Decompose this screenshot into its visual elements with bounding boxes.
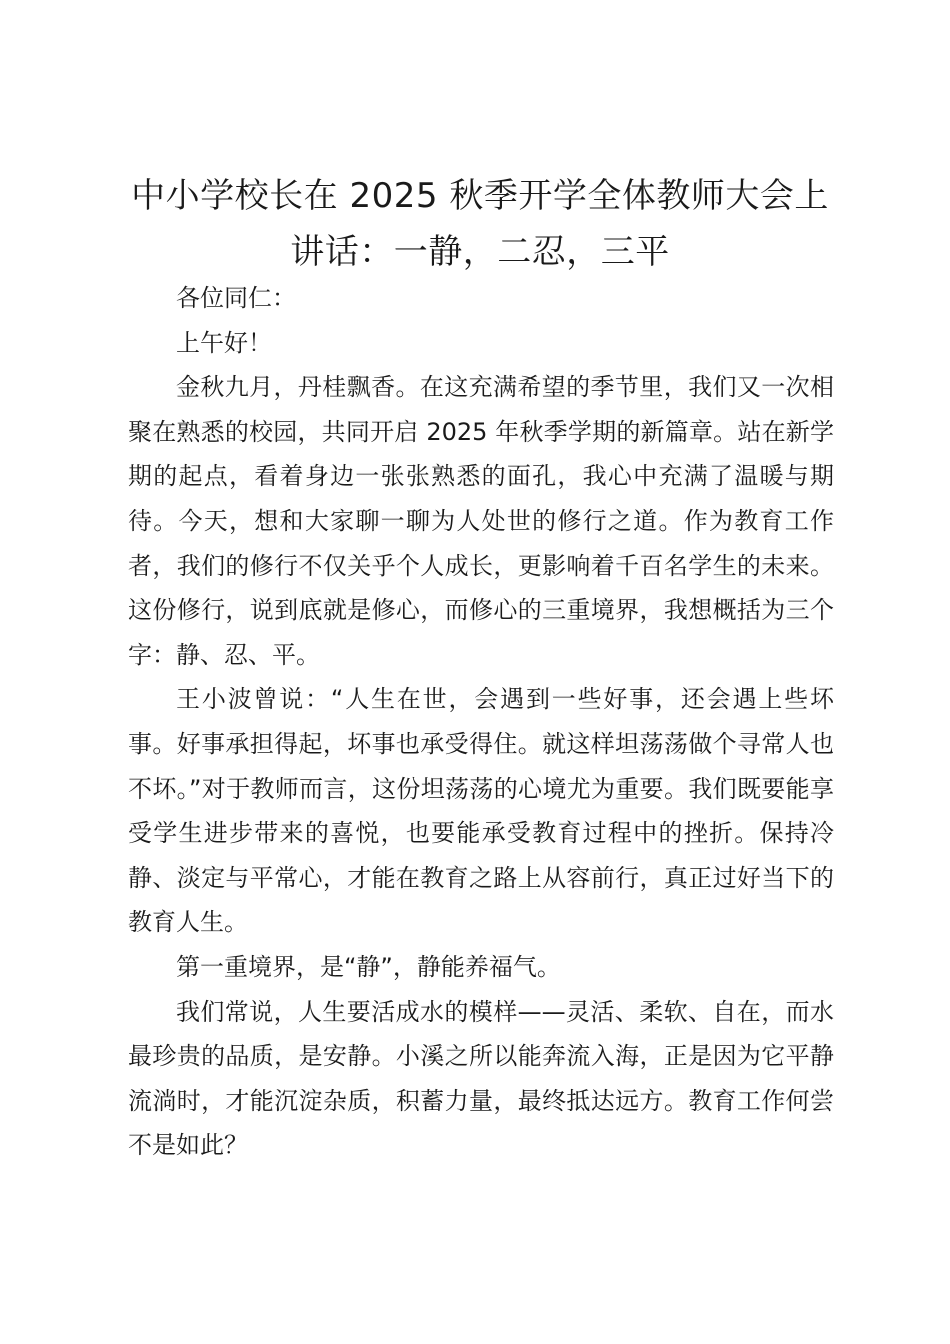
paragraph-salutation: 各位同仁： xyxy=(176,284,296,312)
paragraph-greeting: 上午好！ xyxy=(176,328,272,357)
title-line-1: 中小学校长在 2025 秋季开学全体教师大会上 xyxy=(131,176,829,216)
title-line-2: 讲话：一静，二忍，三平 xyxy=(290,232,670,272)
document-title xyxy=(110,168,850,280)
paragraph-opening: 金秋九月，丹桂飘香。在这充满希望的季节里，我们又一次相聚在熟悉的校园，共同开启 2025 年秋季学期的新篇章。站在新学期的起点，看着身边一张张熟悉的面孔，我心中充满了温暖与期待。今天，想和大家聊一聊为人处世的修行之道。作为教育工作者，我们的修行不仅关乎个人成长，更影响着千百名学生的未来。这份修行，说到底就是修心，而修心的三重境界，我想概括为三个字：静、忍、平。 xyxy=(128,373,834,669)
paragraph-first-realm-heading: 第一重境界，是“静”，静能养福气。 xyxy=(176,952,561,981)
document-body xyxy=(128,276,834,1168)
paragraph-water: 我们常说，人生要活成水的模样——灵活、柔软、自在，而水最珍贵的品质，是安静。小溪之所以能奔流入海，正是因为它平静流淌时，才能沉淀杂质，积蓄力量，最终抵达远方。教育工作何尝不是如此？ xyxy=(128,997,834,1160)
paragraph-quote: 王小波曾说：“人生在世，会遇到一些好事，还会遇上些坏事。好事承担得起，坏事也承受得住。就这样坦荡荡做个寻常人也不坏。”对于教师而言，这份坦荡荡的心境尤为重要。我们既要能享受学生进步带来的喜悦，也要能承受教育过程中的挫折。保持冷静、淡定与平常心，才能在教育之路上从容前行，真正过好当下的教育人生。 xyxy=(128,685,834,937)
